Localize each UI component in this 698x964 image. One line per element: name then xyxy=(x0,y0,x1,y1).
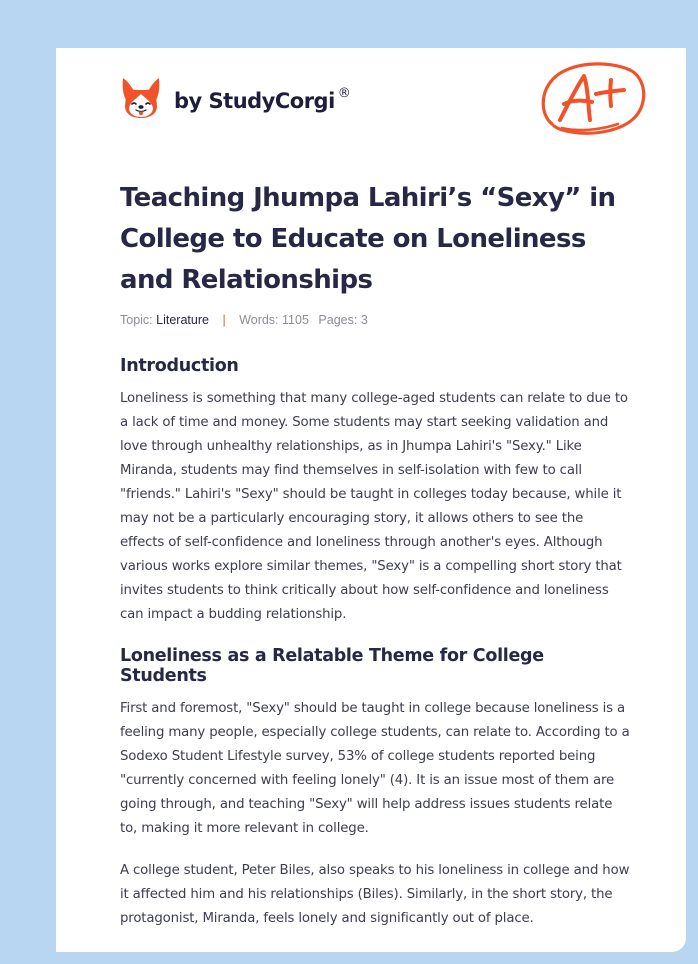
section-heading-loneliness: Loneliness as a Relatable Theme for College Students xyxy=(120,646,544,686)
essay-card xyxy=(56,48,686,952)
brand-name xyxy=(174,86,351,113)
words-label: Words: xyxy=(239,313,279,327)
registered-mark: ® xyxy=(337,86,351,101)
header xyxy=(56,48,686,158)
topic-label: Topic: xyxy=(120,313,153,327)
article xyxy=(120,178,630,931)
page-title: Teaching Jhumpa Lahiri’s “Sexy” in College to Educate on Loneliness and Relationships xyxy=(120,183,616,295)
paragraph: First and foremost, "Sexy" should be taught in college because loneliness is a feeling many people, especially college students, can relate to. According to a Sodexo Student Lifestyle survey, 53% of college students reported being "currently concerned with feeling lonely" (4). It is an issue most of them are going through, and teaching "Sexy" will help address issues students relate to, making it more relevant in college. xyxy=(120,701,630,836)
article-meta xyxy=(120,313,630,331)
studycorgi-logo[interactable] xyxy=(120,74,350,120)
paragraph: A college student, Peter Biles, also speaks to his loneliness in college and how it affected him and his relationships (Biles). Similarly, in the short story, the protagonist, Miranda, feels lonely and significantly out of place. xyxy=(120,863,630,926)
brand-text: by StudyCorgi xyxy=(174,89,335,113)
words-value: 1105 xyxy=(282,313,309,327)
topic-link[interactable]: Literature xyxy=(156,313,209,327)
paragraph: Loneliness is something that many college-aged students can relate to due to a lack of time and money. Some students may start seeking validation and love through unhealthy relationships, as in Jhumpa Lahiri's "Sexy." Like Miranda, students may find themselves in self-isolation with few to call "friends." Lahiri's "Sexy" should be taught in colleges today because, while it may not be a particularly encouraging story, it allows others to see the effects of self-confidence and loneliness through another's eyes. Although various works explore similar themes, "Sexy" is a compelling short story that invites students to think critically about how self-confidence and loneliness can impact a budding relationship. xyxy=(120,391,628,622)
a-plus-grade-icon xyxy=(538,58,648,140)
meta-separator: | xyxy=(222,313,226,327)
pages-value: 3 xyxy=(360,313,368,327)
section-heading-introduction: Introduction xyxy=(120,356,239,376)
pages-label: Pages: xyxy=(318,313,358,327)
corgi-logo-icon xyxy=(120,74,162,120)
